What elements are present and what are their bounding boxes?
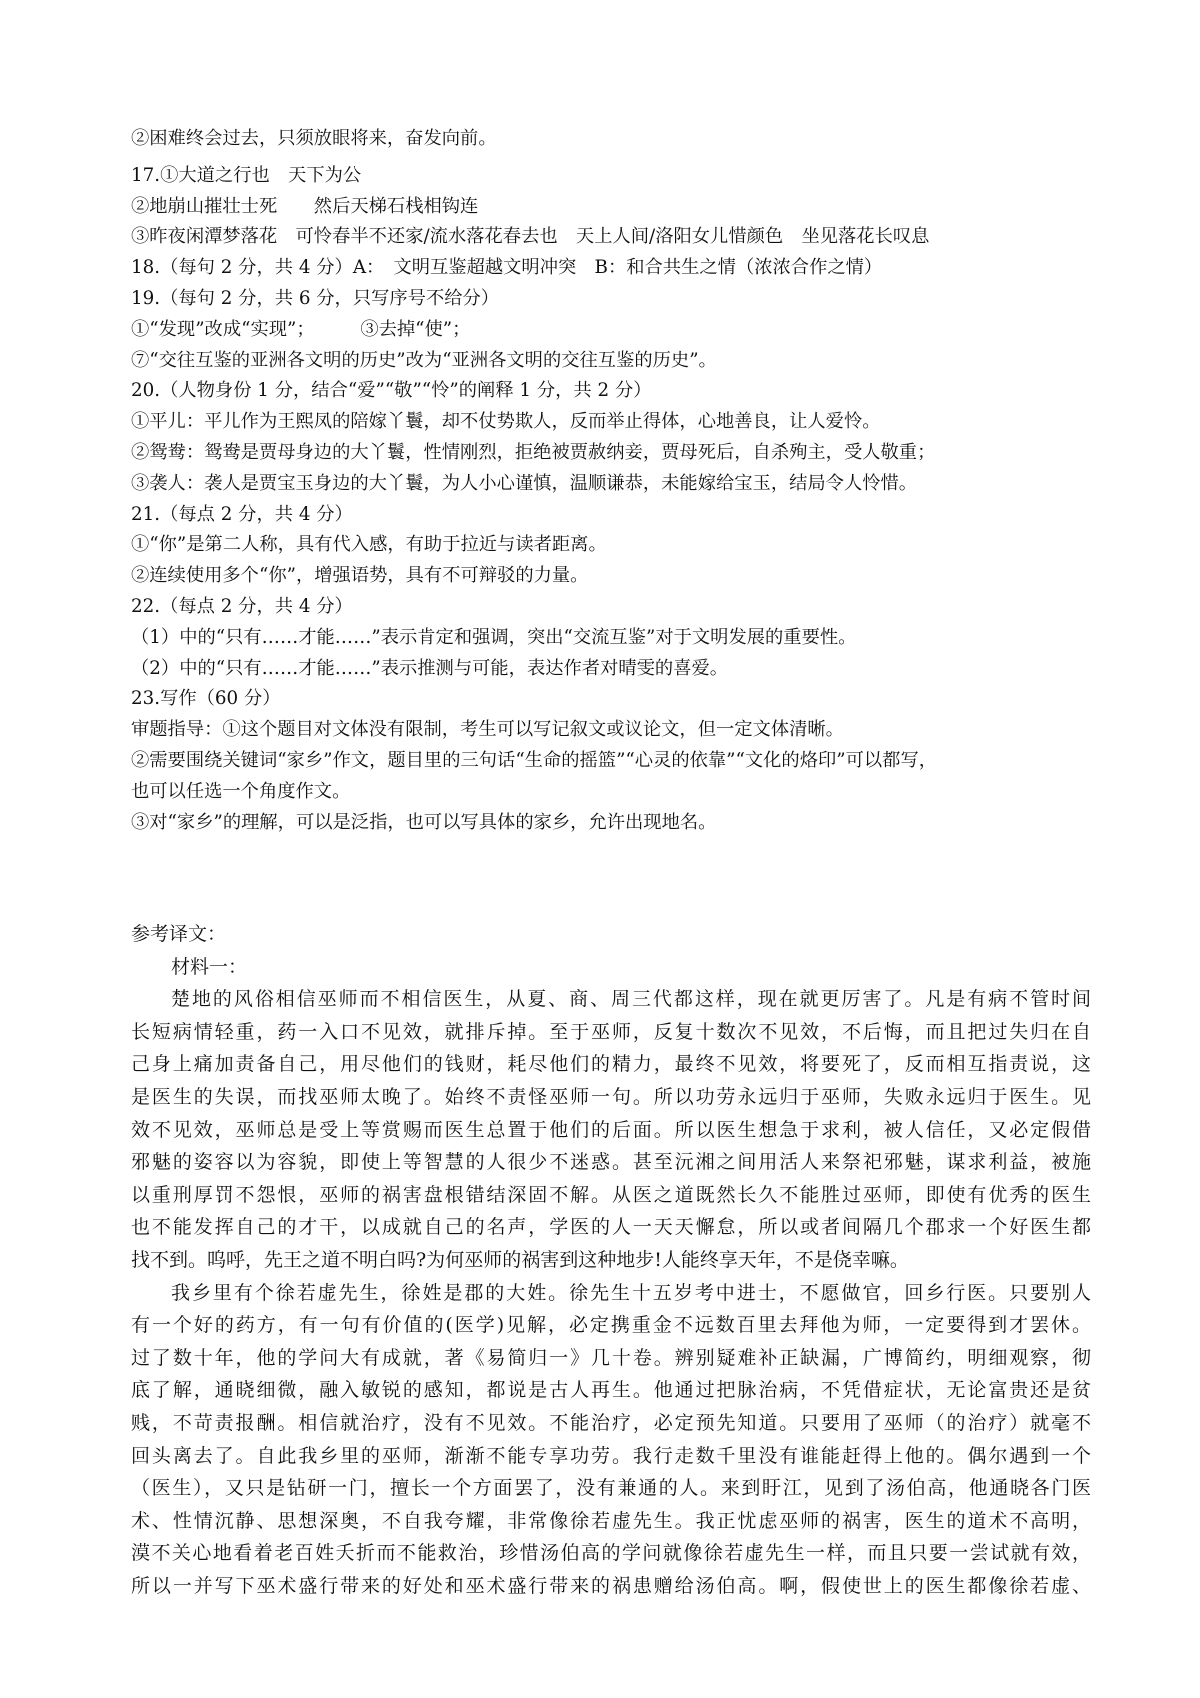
- translation-line: （医生），又只是钻研一门，擅长一个方面罢了，没有兼通的人。来到盱江，见到了汤伯高，他通晓各门医: [131, 1477, 1091, 1500]
- translation-line: 是医生的失误，而找巫师太晚了。始终不责怪巫师一句。所以功劳永远归于巫师，失败永远归于医生。见: [131, 1085, 1091, 1108]
- answer-line: 也可以任选一个角度作文。: [131, 780, 351, 802]
- answer-line: 22.（每点 2 分，共 4 分）: [131, 595, 353, 617]
- answer-line: 审题指导：①这个题目对文体没有限制，考生可以写记叙文或议论文，但一定文体清晰。: [131, 719, 844, 741]
- translation-line: 术、性情沉静、思想深奥，不自我夸耀，非常像徐若虚先生。我正忧虑巫师的祸害，医生的道术不高明，: [131, 1509, 1091, 1532]
- answer-line: ②需要围绕关键词“家乡”作文，题目里的三句话“生命的摇篮”“心灵的依靠”“文化的烙印”可以都写，: [131, 749, 938, 771]
- translation-line: 以重刑厚罚不怨恨，巫师的祸害盘根错结深固不解。从医之道既然长久不能胜过巫师，即使有优秀的医生: [131, 1183, 1091, 1206]
- translation-line: 效不见效，巫师总是受上等赏赐而医生总置于他们的后面。所以医生想急于求利，被人信任，又必定假借: [131, 1118, 1091, 1141]
- answer-line: （2）中的“只有……才能……”表示推测与可能，表达作者对晴雯的喜爱。: [131, 657, 729, 679]
- answer-line: （1）中的“只有……才能……”表示肯定和强调，突出“交流互鉴”对于文明发展的重要性。: [131, 626, 857, 648]
- translation-line: 找不到。呜呼，先王之道不明白吗?为何巫师的祸害到这种地步!人能终享天年，不是侥幸嘛。: [131, 1248, 909, 1271]
- translation-line: 长短病情轻重，药一入口不见效，就排斥掉。至于巫师，反复十数次不见效，不后悔，而且把过失归在自: [131, 1020, 1091, 1043]
- answer-line: ①平儿：平儿作为王熙凤的陪嫁丫鬟，却不仗势欺人，反而举止得体，心地善良，让人爱怜。: [131, 411, 881, 433]
- translation-line: 所以一并写下巫术盛行带来的好处和巫术盛行带来的祸患赠给汤伯高。啊，假使世上的医生都像徐若虚、: [131, 1574, 1091, 1597]
- answer-line: ①“你”是第二人称，具有代入感，有助于拉近与读者距离。: [131, 534, 607, 556]
- answer-key-section: [131, 124, 1096, 838]
- answer-line: ③袭人：袭人是贾宝玉身边的大丫鬟，为人小心谨慎，温顺谦恭，未能嫁给宝玉，结局令人怜惜。: [131, 472, 918, 494]
- answer-line: 19.（每句 2 分，共 6 分，只写序号不给分）: [131, 287, 500, 309]
- answer-line: 17.①大道之行也 天下为公: [131, 164, 362, 186]
- answer-line: ②困难终会过去，只须放眼将来，奋发向前。: [131, 128, 497, 149]
- answer-line: 23.写作（60 分）: [131, 688, 281, 710]
- translation-line: 回头离去了。自此我乡里的巫师，渐渐不能专享功劳。我行走数千里没有谁能赶得上他的。偶尔遇到一个: [131, 1444, 1091, 1467]
- answer-line: ①“发现”改成“实现”； ③去掉“使”；: [131, 318, 471, 340]
- translation-line: 邪魅的姿容以为容貌，即使上等智慧的人很少不迷惑。甚至沅湘之间用活人来祭祀邪魅，谋求利益，被施: [131, 1151, 1091, 1174]
- translation-line: 也不能发挥自己的才干，以成就自己的名声，学医的人一天天懈怠，所以或者间隔几个郡求一个好医生都: [131, 1216, 1091, 1239]
- answer-line: ⑦“交往互鉴的亚洲各文明的历史”改为“亚洲各文明的交往互鉴的历史”。: [131, 349, 717, 371]
- translation-line: 过了数十年，他的学问大有成就，著《易简归一》几十卷。辨别疑难补正缺漏，广博简约，明细观察，彻: [131, 1346, 1091, 1369]
- translation-line: 贱，不苛责报酬。相信就治疗，没有不见效。不能治疗，必定预先知道。只要用了巫师（的治疗）就毫不: [131, 1411, 1091, 1434]
- answer-line: ②连续使用多个“你”，增强语势，具有不可辩驳的力量。: [131, 565, 589, 587]
- answer-line: ②地崩山摧壮士死 然后天梯石栈相钩连: [131, 195, 479, 217]
- answer-line: ②鸳鸯：鸳鸯是贾母身边的大丫鬟，性情刚烈，拒绝被贾赦纳妾，贾母死后，自杀殉主，受人敬重；: [131, 441, 936, 463]
- translation-line: 我乡里有个徐若虚先生，徐姓是郡的大姓。徐先生十五岁考中进士，不愿做官，回乡行医。只要别人: [171, 1281, 1091, 1304]
- translation-heading: 参考译文：: [131, 923, 227, 945]
- answer-line: ③对“家乡”的理解，可以是泛指，也可以写具体的家乡，允许出现地名。: [131, 811, 717, 833]
- translation-line: 漠不关心地看着老百姓夭折而不能救治，珍惜汤伯高的学问就像徐若虚先生一样，而且只要一尝试就有效，: [131, 1542, 1091, 1565]
- translation-line: 有一个好的药方，有一句有价值的(医学)见解，必定携重金不远数百里去拜他为师，一定要得到才罢休。: [131, 1314, 1091, 1337]
- answer-line: 21.（每点 2 分，共 4 分）: [131, 503, 353, 525]
- answer-line: ③昨夜闲潭梦落花 可怜春半不还家/流水落花春去也 天上人间/洛阳女儿惜颜色 坐见落花长叹息: [131, 226, 930, 248]
- translation-line: 底了解，通晓细微，融入敏锐的感知，都说是古人再生。他通过把脉治病，不凭借症状，无论富贵还是贫: [131, 1379, 1091, 1402]
- reference-translation-section: [131, 918, 1091, 1602]
- translation-line: 己身上痛加责备自己，用尽他们的钱财，耗尽他们的精力，最终不见效，将要死了，反而相互指责说，这: [131, 1053, 1091, 1076]
- translation-body: [131, 983, 1091, 1602]
- translation-line: 楚地的风俗相信巫师而不相信医生，从夏、商、周三代都这样，现在就更厉害了。凡是有病不管时间: [171, 988, 1091, 1011]
- answer-line: 20.（人物身份 1 分，结合“爱”“敬”“怜”的阐释 1 分，共 2 分）: [131, 380, 652, 402]
- material-one-label: 材料一：: [171, 955, 248, 978]
- answer-line: 18.（每句 2 分，共 4 分）A： 文明互鉴超越文明冲突 B：和合共生之情（浓浓合作之情）: [131, 257, 883, 279]
